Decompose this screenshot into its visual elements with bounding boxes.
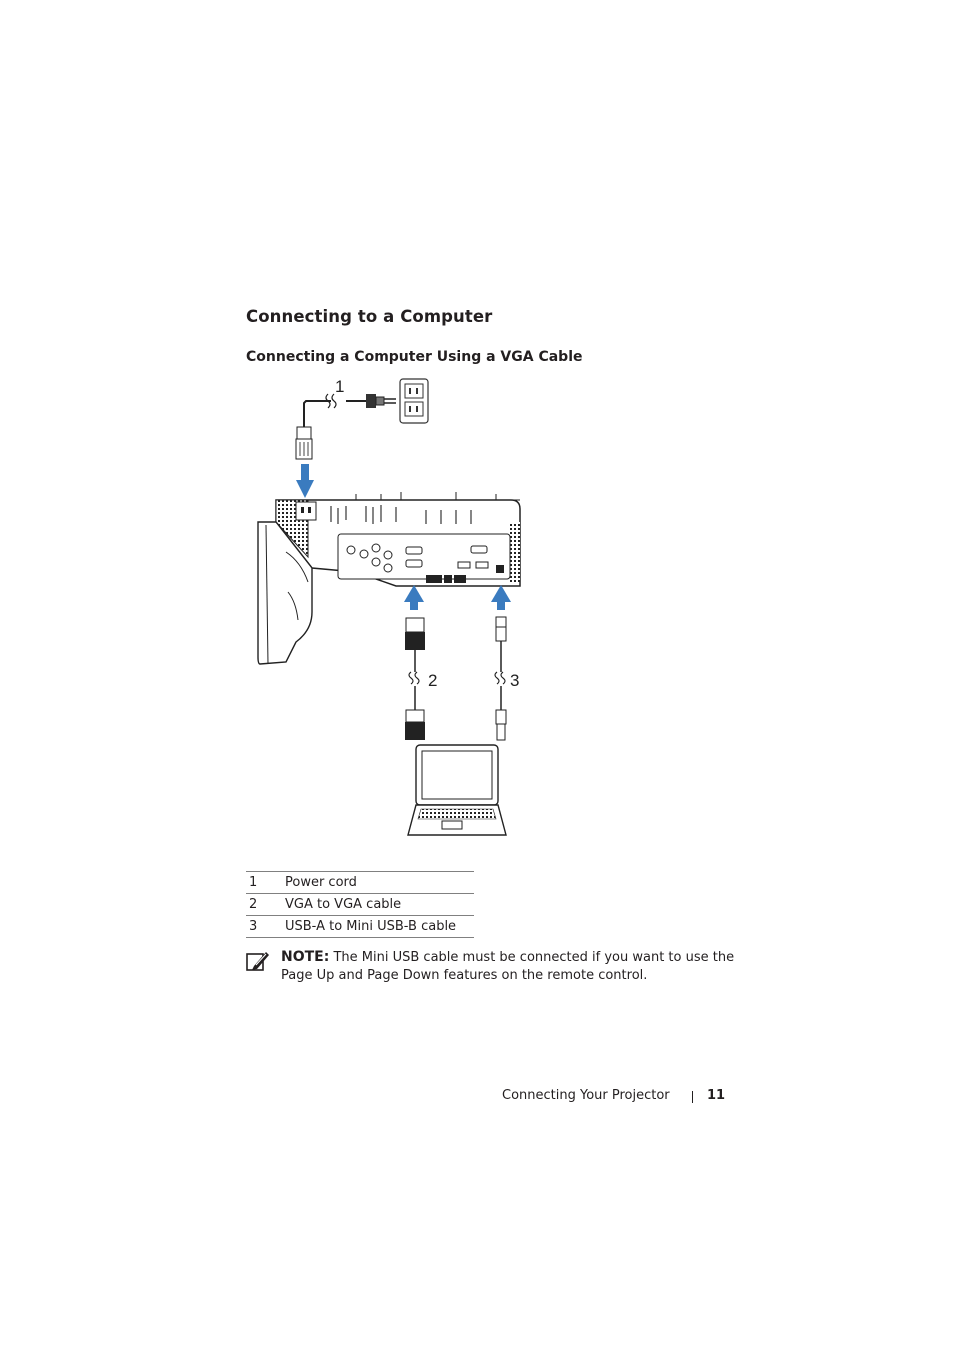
footer-section-title: Connecting Your Projector — [502, 1088, 670, 1103]
callout-3: 3 — [510, 671, 520, 690]
page-footer — [0, 1088, 954, 1108]
vga-cable — [405, 618, 425, 740]
pencil-note-icon — [246, 950, 270, 972]
legend-number: 2 — [246, 894, 285, 916]
arrow-up-icon — [491, 585, 511, 610]
subsection-title: Connecting a Computer Using a VGA Cable — [246, 349, 583, 365]
laptop — [408, 745, 506, 835]
legend-table — [246, 871, 474, 938]
legend-label: Power cord — [285, 872, 474, 894]
power-cord — [296, 394, 396, 459]
footer-divider — [692, 1091, 693, 1103]
page-number: 11 — [707, 1088, 726, 1103]
note-text — [281, 948, 751, 985]
legend-number: 3 — [246, 916, 285, 938]
legend-label: USB-A to Mini USB-B cable — [285, 916, 474, 938]
note-label: NOTE: — [281, 949, 330, 965]
arrow-down-icon — [296, 464, 314, 498]
legend-label: VGA to VGA cable — [285, 894, 474, 916]
connection-diagram — [246, 372, 546, 842]
legend-number: 1 — [246, 872, 285, 894]
callout-2: 2 — [428, 671, 438, 690]
usb-cable — [495, 617, 506, 740]
table-row — [246, 872, 474, 894]
table-row — [246, 894, 474, 916]
section-title: Connecting to a Computer — [246, 307, 493, 326]
callout-1: 1 — [335, 377, 345, 396]
wall-outlet — [400, 379, 428, 423]
arrow-up-icon — [404, 585, 424, 610]
table-row — [246, 916, 474, 938]
note-body: The Mini USB cable must be connected if you want to use the Page Up and Page Down features on the remote control. — [281, 950, 735, 983]
